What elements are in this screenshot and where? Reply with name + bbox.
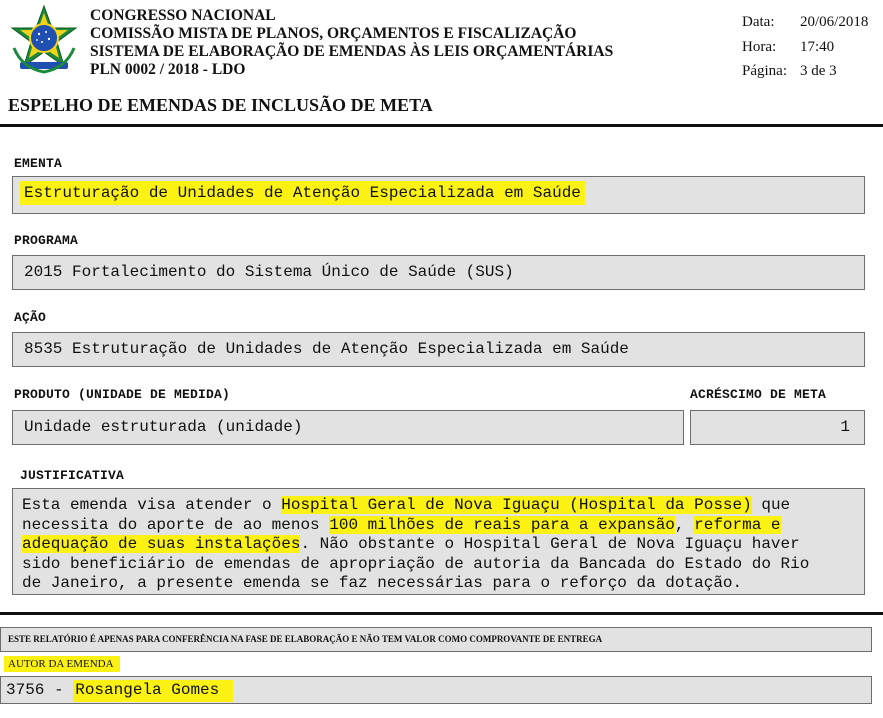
pagina-label: Página: [742, 63, 787, 79]
justificativa-text [22, 496, 872, 594]
autor-code: 3756 - [6, 681, 74, 699]
justificativa-highlight-hospital: Hospital Geral de Nova Iguaçu (Hospital da Posse) [281, 496, 752, 514]
acao-label: AÇÃO [14, 310, 47, 325]
title-divider [0, 124, 883, 127]
acrescimo-box [690, 410, 865, 445]
page-title: ESPELHO DE EMENDAS DE INCLUSÃO DE META [8, 95, 433, 115]
header-line-2: COMISSÃO MISTA DE PLANOS, ORÇAMENTOS E FISCALIZAÇÃO [90, 25, 577, 42]
hora-label: Hora: [742, 39, 777, 55]
footer-divider [0, 612, 883, 615]
header-line-1: CONGRESSO NACIONAL [90, 7, 276, 24]
brazil-coat-of-arms-icon [8, 4, 80, 76]
produto-label: PRODUTO (UNIDADE DE MEDIDA) [14, 387, 231, 402]
notice-text: ESTE RELATÓRIO É APENAS PARA CONFERÊNCIA NA FASE DE ELABORAÇÃO E NÃO TEM VALOR COMO COMPROVANTE DE ENTREGA [8, 634, 603, 644]
justificativa-highlight-reforma: reforma e [694, 515, 781, 534]
produto-value: Unidade estruturada (unidade) [24, 418, 303, 436]
data-label: Data: [742, 14, 775, 30]
hora-value: 17:40 [800, 39, 835, 55]
autor-label: AUTOR DA EMENDA [4, 656, 120, 672]
header-line-3: SISTEMA DE ELABORAÇÃO DE EMENDAS ÀS LEIS ORÇAMENTÁRIAS [90, 43, 614, 60]
justificativa-part-5: . Não obstante o Hospital Geral de Nova Iguaçu haver sido beneficiário de emendas de apropriação de autoria da Bancada do Estado do Rio de Janeiro, a presente emenda se faz necessárias para o reforço da dotação. [22, 535, 810, 592]
justificativa-part-3: , [674, 515, 695, 534]
ementa-value: Estruturação de Unidades de Atenção Especializada em Saúde [20, 181, 585, 205]
justificativa-label: JUSTIFICATIVA [20, 468, 125, 483]
ementa-label: EMENTA [14, 156, 63, 171]
acao-value: 8535 Estruturação de Unidades de Atenção Especializada em Saúde [24, 340, 629, 358]
justificativa-part-1: Esta emenda visa atender o [22, 496, 282, 514]
acrescimo-label: ACRÉSCIMO DE META [690, 387, 827, 402]
data-value: 20/06/2018 [800, 14, 869, 30]
pagina-value: 3 de 3 [800, 63, 837, 79]
autor-value [6, 681, 233, 699]
header-line-4: PLN 0002 / 2018 - LDO [90, 61, 246, 78]
justificativa-highlight-adequacao: adequação de suas instalações [22, 535, 301, 553]
programa-value: 2015 Fortalecimento do Sistema Único de Saúde (SUS) [24, 263, 514, 281]
justificativa-highlight-valor: 100 milhões de reais para a expansão [329, 515, 675, 534]
programa-label: PROGRAMA [14, 233, 79, 248]
autor-name: Rosangela Gomes [73, 680, 233, 702]
justificativa-part-2: que necessita do aporte de ao menos [22, 496, 791, 534]
acrescimo-value: 1 [840, 418, 850, 436]
